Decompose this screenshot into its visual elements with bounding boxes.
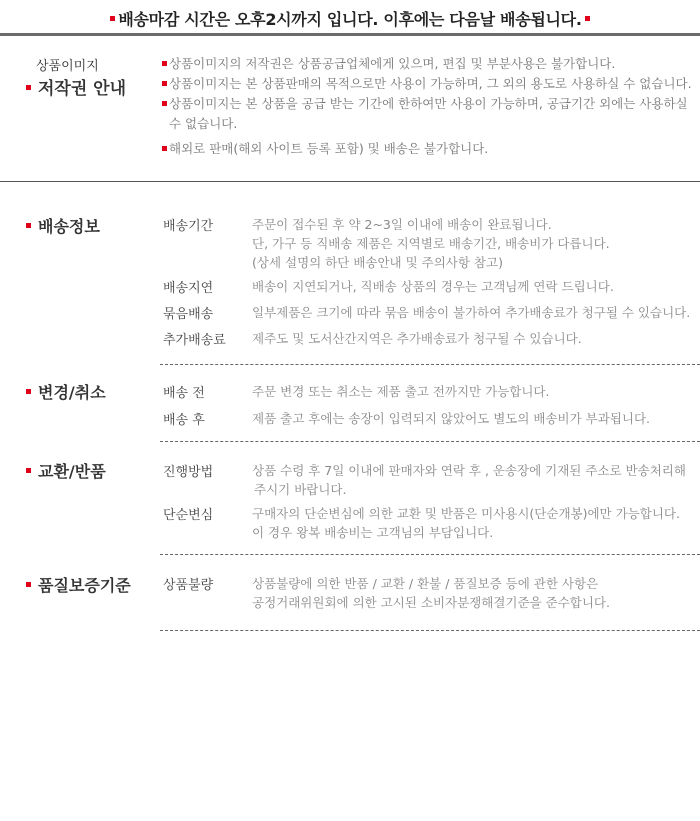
after-shipping-text: 제품 출고 후에는 송장이 입력되지 않았어도 별도의 배송비가 부과됩니다. bbox=[252, 411, 651, 426]
quality-section-title: 품질보증기준 bbox=[26, 573, 131, 596]
banner-divider bbox=[0, 33, 700, 36]
change-of-mind-text: 구매자의 단순변심에 의한 교환 및 반품은 미사용시(단순개봉)에만 가능합니다. 이 경우 왕복 배송비는 고객님의 부담입니다. bbox=[252, 506, 680, 540]
change-section-title: 변경/취소 bbox=[26, 380, 106, 403]
section-divider bbox=[0, 181, 700, 182]
before-shipping-text: 주문 변경 또는 취소는 제품 출고 전까지만 가능합니다. bbox=[252, 384, 550, 399]
procedure-label: 진행방법 bbox=[163, 465, 214, 480]
red-square-bullet-icon bbox=[26, 223, 31, 228]
red-square-bullet-icon bbox=[162, 101, 167, 106]
copyright-item: 상품이미지의 저작권은 상품공급업체에게 있으며, 편집 및 부분사용은 불가합니다. bbox=[162, 54, 692, 74]
red-square-bullet-icon bbox=[26, 389, 31, 394]
copyright-list bbox=[162, 54, 692, 159]
shipping-delay-text: 배송이 지연되거나, 직배송 상품의 경우는 고객님께 연락 드립니다. bbox=[252, 279, 614, 294]
dashed-divider bbox=[160, 630, 700, 631]
red-square-bullet-icon bbox=[162, 146, 167, 151]
copyright-small-label: 상품이미지 bbox=[36, 59, 99, 74]
banner-text bbox=[0, 7, 700, 30]
copyright-title: 저작권 안내 bbox=[26, 74, 126, 99]
bundle-shipping-text: 일부제품은 크기에 따라 묶음 배송이 불가하여 추가배송료가 청구될 수 있습니다. bbox=[252, 305, 691, 320]
red-square-bullet-icon bbox=[26, 85, 31, 90]
after-shipping-label: 배송 후 bbox=[163, 413, 205, 428]
shipping-period-text: 주문이 접수된 후 약 2~3일 이내에 배송이 완료됩니다. 단, 가구 등 직배송 제품은 지역별로 배송기간, 배송비가 다릅니다. (상세 설명의 하단 배송안내 및 주의사항 참고) bbox=[252, 217, 610, 270]
red-square-bullet-icon bbox=[26, 468, 31, 473]
defect-label: 상품불량 bbox=[163, 578, 214, 593]
defect-text: 상품불량에 의한 반품 / 교환 / 환불 / 품질보증 등에 관한 사항은 공정거래위원회에 의한 고시된 소비자분쟁해결기준을 준수합니다. bbox=[252, 576, 610, 610]
copyright-item: 상품이미지는 본 상품을 공급 받는 기간에 한하여만 사용이 가능하며, 공급기간 외에는 사용하실 수 없습니다. bbox=[162, 94, 692, 134]
red-square-bullet-icon bbox=[585, 16, 590, 21]
procedure-text: 상품 수령 후 7일 이내에 판매자와 연락 후 , 운송장에 기재된 주소로 반송처리해 주시기 바랍니다. bbox=[252, 463, 686, 497]
extra-fee-text: 제주도 및 도서산간지역은 추가배송료가 청구될 수 있습니다. bbox=[252, 331, 582, 346]
extra-fee-label: 추가배송료 bbox=[163, 333, 226, 348]
bundle-shipping-label: 묶음배송 bbox=[163, 307, 214, 322]
before-shipping-label: 배송 전 bbox=[163, 386, 205, 401]
copyright-item: 상품이미지는 본 상품판매의 목적으로만 사용이 가능하며, 그 외의 용도로 사용하실 수 없습니다. bbox=[162, 74, 692, 94]
copyright-item: 해외로 판매(해외 사이트 등록 포함) 및 배송은 불가합니다. bbox=[162, 139, 692, 159]
red-square-bullet-icon bbox=[162, 81, 167, 86]
red-square-bullet-icon bbox=[26, 582, 31, 587]
shipping-delay-label: 배송지연 bbox=[163, 281, 214, 296]
notice-banner bbox=[0, 0, 700, 34]
dashed-divider bbox=[160, 441, 700, 442]
red-square-bullet-icon bbox=[162, 61, 167, 66]
change-of-mind-label: 단순변심 bbox=[163, 508, 214, 523]
shipping-period-label: 배송기간 bbox=[163, 219, 214, 234]
red-square-bullet-icon bbox=[110, 16, 115, 21]
shipping-section-title: 배송정보 bbox=[26, 214, 100, 237]
banner-message: 배송마감 시간은 오후2시까지 입니다. 이후에는 다음날 배송됩니다. bbox=[118, 10, 582, 29]
exchange-section-title: 교환/반품 bbox=[26, 459, 106, 482]
dashed-divider bbox=[160, 364, 700, 365]
dashed-divider bbox=[160, 554, 700, 555]
